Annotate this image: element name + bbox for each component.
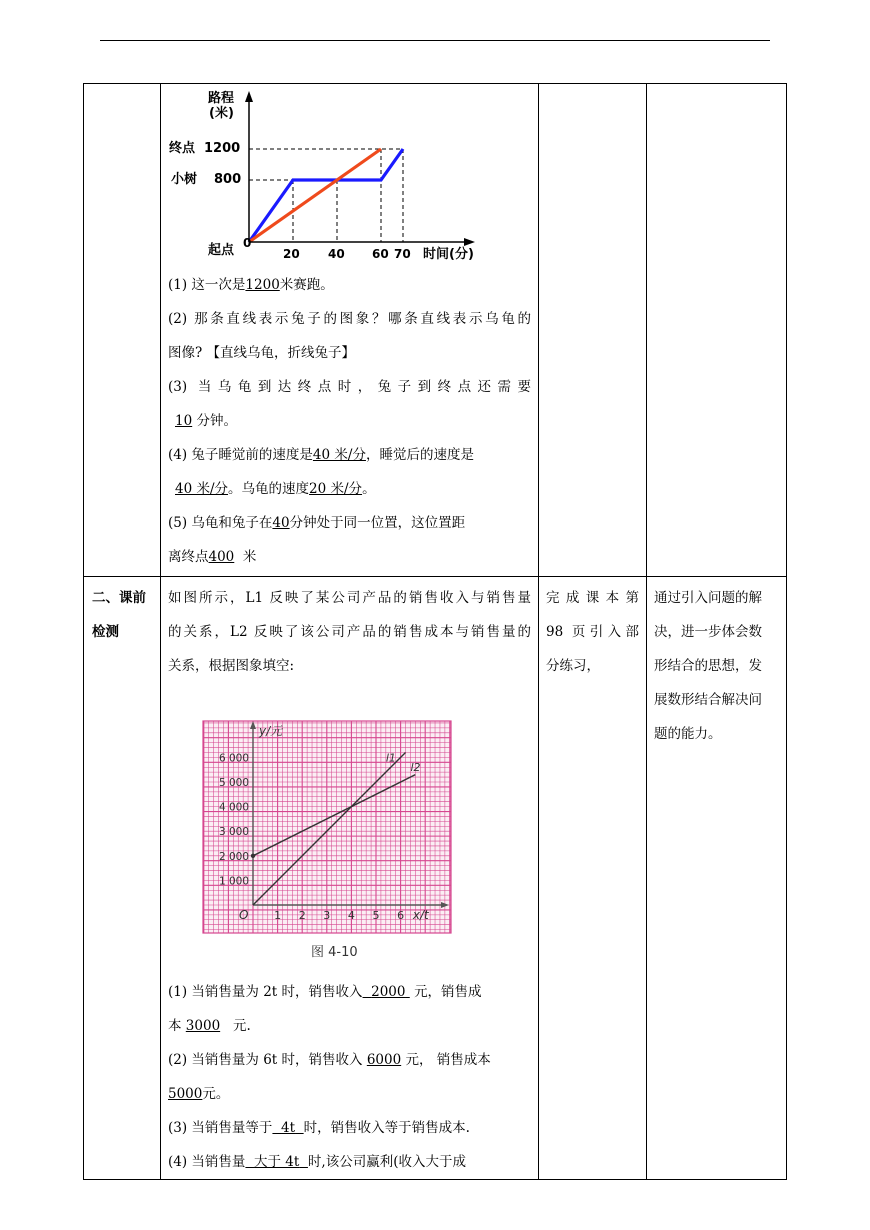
y-axis-unit: (米) xyxy=(209,106,234,121)
turtle-line xyxy=(249,149,381,242)
y-tick-label: 800 xyxy=(214,172,242,187)
design-intent-cell xyxy=(647,84,787,577)
sales-question-3: (3) 当销售量等于 4t 时，销售收入等于销售成本. xyxy=(168,1120,470,1136)
start-label: 起点 xyxy=(208,243,235,258)
finish-label: 终点 xyxy=(169,141,196,156)
y-axis-arrow xyxy=(245,91,253,102)
y-tick-label: 4 000 xyxy=(218,801,249,814)
design-intent-line: 展数形结合解决问 xyxy=(654,692,762,708)
content-cell xyxy=(161,84,539,577)
design-intent-cell xyxy=(647,577,787,1180)
design-intent-line: 形结合的思想，发 xyxy=(654,658,762,674)
sales-question-2: (2) 当销售量为 6t 时，销售收入 6000 元， 销售成本 xyxy=(168,1052,491,1068)
student-activity-cell xyxy=(539,84,647,577)
x-tick-label: 2 xyxy=(298,909,306,922)
stage-label-cont: 检测 xyxy=(92,624,119,640)
question-5-cont: 离终点400 米 xyxy=(168,549,257,565)
origin-label: O xyxy=(239,908,249,922)
y-tick-label: 6 000 xyxy=(218,752,249,765)
table-row xyxy=(84,577,787,1180)
x-tick-label: 60 xyxy=(372,247,389,261)
tree-label: 小树 xyxy=(171,172,198,187)
x-tick-label: 70 xyxy=(394,247,411,261)
table-row xyxy=(84,84,787,577)
lesson-table xyxy=(83,83,787,1180)
sales-chart xyxy=(161,683,539,963)
stage-label: 二、课前 xyxy=(92,590,146,606)
y-axis-label: y/元 xyxy=(259,724,283,738)
design-intent-line: 题的能力。 xyxy=(654,726,722,742)
y-tick-label: 3 000 xyxy=(218,826,249,839)
x-tick-label: 4 xyxy=(347,909,355,922)
design-intent-line: 决，进一步体会数 xyxy=(654,624,762,640)
y-axis-label: 路程 xyxy=(208,91,235,106)
race-chart xyxy=(161,84,539,266)
sales-question-1: (1) 当销售量为 2t 时，销售收入 2000 元，销售成 xyxy=(168,984,482,1000)
question-1: (1) 这一次是1200米赛跑。 xyxy=(168,277,334,293)
y-tick-label: 1200 xyxy=(204,141,241,156)
x-tick-label: 3 xyxy=(323,909,331,922)
question-2: (2) 那条直线表示兔子的图象？哪条直线表示乌龟的 xyxy=(168,311,531,327)
sales-question-1-cont: 本 3000 元. xyxy=(168,1018,251,1034)
sales-question-4: (4) 当销售量 大于 4t 时,该公司赢利(收入大于成 xyxy=(168,1154,466,1170)
x-tick-label: 40 xyxy=(328,247,345,261)
y-tick-label: 1 000 xyxy=(218,875,249,888)
line-label-l1: l1 xyxy=(385,751,396,765)
student-activity-line: 完成课本第 xyxy=(546,590,639,606)
question-4-cont: 40 米/分。乌龟的速度20 米/分。 xyxy=(175,481,376,497)
chart-caption: 图 4-10 xyxy=(311,945,358,960)
x-tick-label: 6 xyxy=(397,909,405,922)
y-tick-label: 5 000 xyxy=(218,777,249,789)
y-tick-label: 2 000 xyxy=(218,850,249,863)
content-cell xyxy=(161,577,539,1180)
intro-line: 的关系，L2 反映了该公司产品的销售成本与销售量的 xyxy=(168,624,531,640)
x-tick-label: 1 xyxy=(274,909,282,922)
sales-question-2-cont: 5000元。 xyxy=(168,1086,230,1102)
data-point xyxy=(251,854,255,858)
stage-cell xyxy=(84,84,161,577)
x-tick-label: 20 xyxy=(283,247,300,261)
question-5: (5) 乌龟和兔子在40分钟处于同一位置，这位置距 xyxy=(168,515,466,531)
x-axis-label: 时间(分) xyxy=(423,247,474,262)
header-rule xyxy=(100,40,770,41)
x-axis-arrow xyxy=(464,238,475,246)
design-intent-line: 通过引入问题的解 xyxy=(654,590,762,606)
question-4: (4) 兔子睡觉前的速度是40 米/分，睡觉后的速度是 xyxy=(168,447,474,463)
origin-label: 0 xyxy=(243,236,252,250)
line-label-l2: l2 xyxy=(410,761,421,775)
student-activity-cell xyxy=(539,577,647,1180)
question-3: (3) 当乌龟到达终点时，兔子到终点还需要 xyxy=(168,379,531,395)
question-2-cont: 图像? 【直线乌龟，折线兔子】 xyxy=(168,345,356,361)
stage-cell xyxy=(84,577,161,1180)
x-tick-label: 5 xyxy=(372,909,380,922)
intro-line: 如图所示，L1 反映了某公司产品的销售收入与销售量 xyxy=(168,590,531,606)
rabbit-line xyxy=(249,149,403,242)
x-axis-label: x/t xyxy=(412,908,429,922)
question-3-cont: 10 分钟。 xyxy=(175,413,237,429)
student-activity-line: 分练习， xyxy=(546,658,600,674)
intro-line: 关系，根据图象填空: xyxy=(168,658,295,674)
student-activity-line: 98 页引入部 xyxy=(546,624,639,640)
